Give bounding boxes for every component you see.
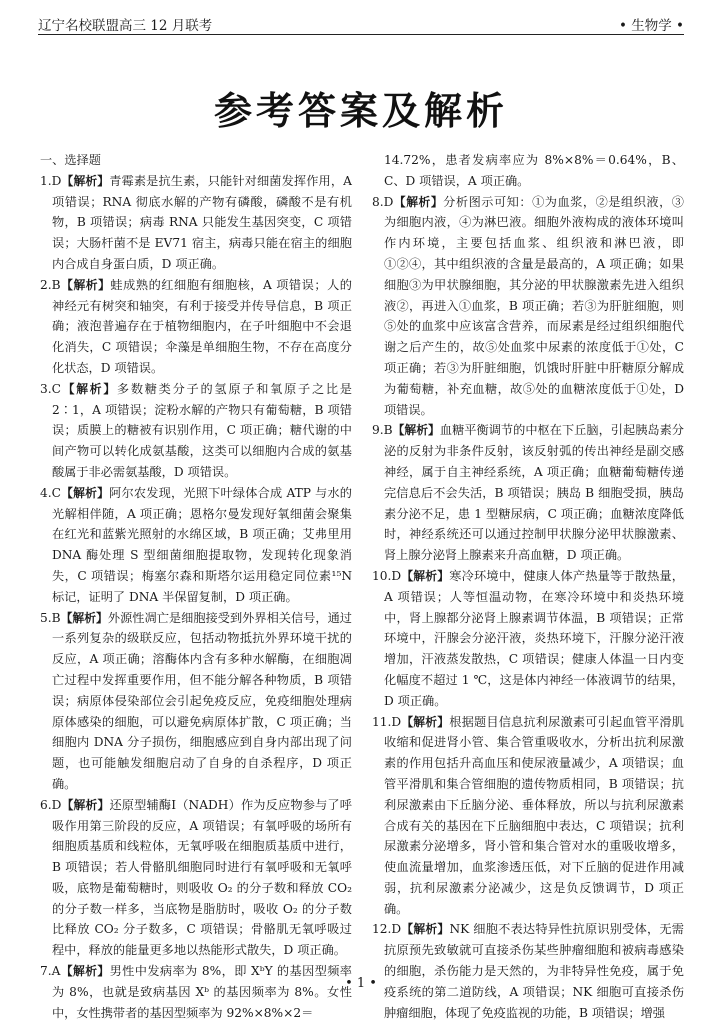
answer-number: 12.D xyxy=(372,922,402,937)
answer-item xyxy=(40,483,352,608)
answer-number: 7.A xyxy=(40,964,61,979)
answer-text: NK 细胞不表达特异性抗原识别受体，无需抗原预先致敏就可直接杀伤某些肿瘤细胞和被病毒感染的细胞，杀伤能力是天然的，为非特异性免疫，属于免疫系统的第二道防线，A 项错误；NK 细胞可直接杀伤肿瘤细胞，体现了免疫监视的功能，B 项错误；增强 xyxy=(384,922,684,1020)
analysis-tag: 【解析】 xyxy=(401,714,450,729)
answer-item xyxy=(372,192,684,421)
answer-item xyxy=(40,961,352,1023)
answer-text: 根据题目信息抗利尿激素可引起血管平滑肌收缩和促进肾小管、集合管重吸收水，分析出抗利尿激素的作用包括升高血压和使尿液量减少，A 项错误；血管平滑肌和集合管细胞的遗传物质相同，B 项错误；抗利尿激素由下丘脑分泌、垂体释放，所以与抗利尿激素合成有关的基因在下丘脑细胞中表达，C 项错误；抗利尿激素分泌增多，肾小管和集合管对水的重吸收增多，使血流量增加，血浆渗透压低，对下丘脑的促进作用减弱，抗利尿激素分泌减少，这是负反馈调节，D 项正确。 xyxy=(384,714,684,916)
subject-label: • 生物学 • xyxy=(618,18,684,34)
analysis-tag: 【解析】 xyxy=(401,568,450,583)
right-column xyxy=(372,150,684,1023)
answer-text: 阿尔农发现，光照下叶绿体合成 ATP 与水的光解相伴随，A 项正确；恩格尔曼发现好氧细菌会聚集在红光和蓝紫光照射的水绵区域，B 项正确；艾弗里用 DNA 酶处理 S 型细菌细胞提取物，发现转化现象消失，C 项错误；梅塞尔森和斯塔尔运用稳定同位素¹⁵N 标记，证明了 DNA 半保留复制，D 项正确。 xyxy=(52,485,352,604)
answer-number: 11.D xyxy=(372,714,402,729)
analysis-tag: 【解析】 xyxy=(393,194,444,209)
analysis-tag: 【解析】 xyxy=(392,423,440,438)
answer-number: 3.C xyxy=(40,381,61,396)
answer-number: 6.D xyxy=(40,797,62,812)
answer-number: 2.B xyxy=(40,277,61,292)
answer-number: 1.D xyxy=(40,173,62,188)
analysis-tag: 【解析】 xyxy=(60,485,110,500)
answer-text: 蛙成熟的红细胞有细胞核，A 项错误；人的神经元有树突和轴突，有利于接受并传导信息，B 项正确；液泡普遍存在于植物细胞内，在子叶细胞中不会退化消失，C 项错误；伞藻是单细胞生物，不存在高度分化状态，D 项错误。 xyxy=(52,277,352,375)
analysis-tag: 【解析】 xyxy=(60,277,111,292)
answer-item xyxy=(372,150,684,192)
page-header xyxy=(38,12,684,35)
answer-item xyxy=(40,795,352,961)
answer-item xyxy=(372,420,684,566)
left-column xyxy=(40,150,352,1023)
answer-item xyxy=(40,608,352,795)
answer-text: 血糖平衡调节的中枢在下丘脑，引起胰岛素分泌的反射为非条件反射，该反射弧的传出神经是副交感神经，属于自主神经系统，A 项正确；血糖葡萄糖传递完信息后不会失活，B 项错误；胰岛 B 细胞受损，胰岛素分泌不足，患 1 型糖尿病，C 项正确；血糖浓度降低时，神经系统还可以通过控制甲状腺分泌甲状腺激素、肾上腺分泌肾上腺素来升高血糖，D 项正确。 xyxy=(384,423,684,563)
answer-text: 男性中发病率为 8%，即 XᵇY 的基因型频率为 8%，也就是致病基因 Xᵇ 的基因频率为 8%。女性中，女性携带者的基因型频率为 92%×8%×2＝ xyxy=(52,964,352,1020)
analysis-tag: 【解析】 xyxy=(401,922,450,937)
answer-text: 青霉素是抗生素，只能针对细菌发挥作用，A 项错误；RNA 彻底水解的产物有磷酸，磷酸不是有机物，B 项错误；病毒 RNA 只能发生基因突变，C 项错误；大肠杆菌不是 EV71 宿主，病毒只能在宿主的细胞内合成自身蛋白质，D 项正确。 xyxy=(52,173,352,271)
answer-item xyxy=(372,566,684,712)
analysis-tag: 【解析】 xyxy=(60,964,110,979)
answer-item xyxy=(40,379,352,483)
answer-number: 4.C xyxy=(40,485,61,500)
answer-text: 分析图示可知：①为血浆，②是组织液，③为细胞内液，④为淋巴液。细胞外液构成的液体环境叫作内环境，主要包括血浆、组织液和淋巴液，即①②④，其中组织液的含量是最高的，A 项正确；如果细胞③为甲状腺细胞，其分泌的甲状腺激素先进入组织液②，再进入①血浆，B 项正确；若③为肝脏细胞，则⑤处的血浆中应该富含营养，而尿素是经过组织细胞代谢之后产生的，故⑤处血浆中尿素的浓度低于①处，C 项正确；若③为肝脏细胞，饥饿时肝脏中肝糖原分解成为葡萄糖，补充血糖，故⑤处的血糖浓度低于①处，D 项错误。 xyxy=(384,194,684,417)
left-answer-list xyxy=(40,171,352,1023)
answer-number: 8.D xyxy=(372,194,394,209)
answer-number: 9.B xyxy=(372,423,393,438)
answer-text: 还原型辅酶Ⅰ（NADH）作为反应物参与了呼吸作用第三阶段的反应，A 项错误；有氧呼吸的场所有细胞质基质和线粒体，无氧呼吸在细胞质基质中进行，B 项错误；若人骨骼肌细胞同时进行有氧呼吸和无氧呼吸，底物是葡萄糖时，则吸收 O₂ 的分子数和释放 CO₂ 的分子数一样多，当底物是脂肪时，吸收 O₂ 的分子数比释放 CO₂ 分子数多，C 项错误；骨骼肌无氧呼吸过程中，释放的能量更多地以热能形式散失，D 项正确。 xyxy=(52,797,352,958)
answer-item xyxy=(40,171,352,275)
analysis-tag: 【解析】 xyxy=(61,797,110,812)
analysis-tag: 【解析】 xyxy=(60,381,117,396)
answer-text: 14.72%，患者发病率应为 8%×8%＝0.64%，B、C、D 项错误，A 项正确。 xyxy=(384,153,684,188)
answer-text: 多数糖类分子的氢原子和氧原子之比是 2∶1，A 项错误；淀粉水解的产物只有葡萄糖，B 项错误；质膜上的糖被有识别作用，C 项正确；糖代谢的中间产物可以转化成氨基酸，这类可以细胞内合成的氨基酸属于非必需氨基酸，D 项错误。 xyxy=(52,381,352,479)
analysis-tag: 【解析】 xyxy=(61,173,110,188)
section-title: 一、选择题 xyxy=(40,153,101,167)
answer-item xyxy=(372,919,684,1023)
answer-text: 寒冷环境中，健康人体产热量等于散热量，A 项错误；人等恒温动物，在寒冷环境中和炎热环境中，肾上腺都分泌肾上腺素调节体温，B 项错误；正常环境中，汗腺会分泌汗液，炎热环境下，汗腺分泌汗液增加，汗液蒸发散热，C 项错误；健康人体温一日内变化幅度不超过 1 ℃，这是体内神经一体液调节的结果，D 项正确。 xyxy=(384,568,684,708)
answer-item xyxy=(40,275,352,379)
page-number: • 1 • xyxy=(345,976,377,991)
analysis-tag: 【解析】 xyxy=(60,610,108,625)
exam-title: 辽宁名校联盟高三 12 月联考 xyxy=(38,18,213,34)
answer-number: 5.B xyxy=(40,610,61,625)
answer-number: 10.D xyxy=(372,568,402,583)
answer-text: 外源性凋亡是细胞接受到外界相关信号，通过一系列复杂的级联反应，包括动物抵抗外界环境干扰的反应，A 项正确；溶酶体内含有多种水解酶，在细胞凋亡过程中发挥重要作用，但不能分解各种物质，B 项错误；病原体侵染部位会引起免疫反应，免疫细胞处理病原体感染的细胞，可以避免病原体扩散，C 项正确；当细胞内 DNA 分子损伤，细胞感应到自身内部出现了问题，也可能触发细胞启动了自身的自杀程序，D 项正确。 xyxy=(52,610,352,791)
answer-item xyxy=(372,712,684,920)
right-answer-list xyxy=(372,150,684,1023)
page-title: 参考答案及解析 xyxy=(213,89,508,133)
